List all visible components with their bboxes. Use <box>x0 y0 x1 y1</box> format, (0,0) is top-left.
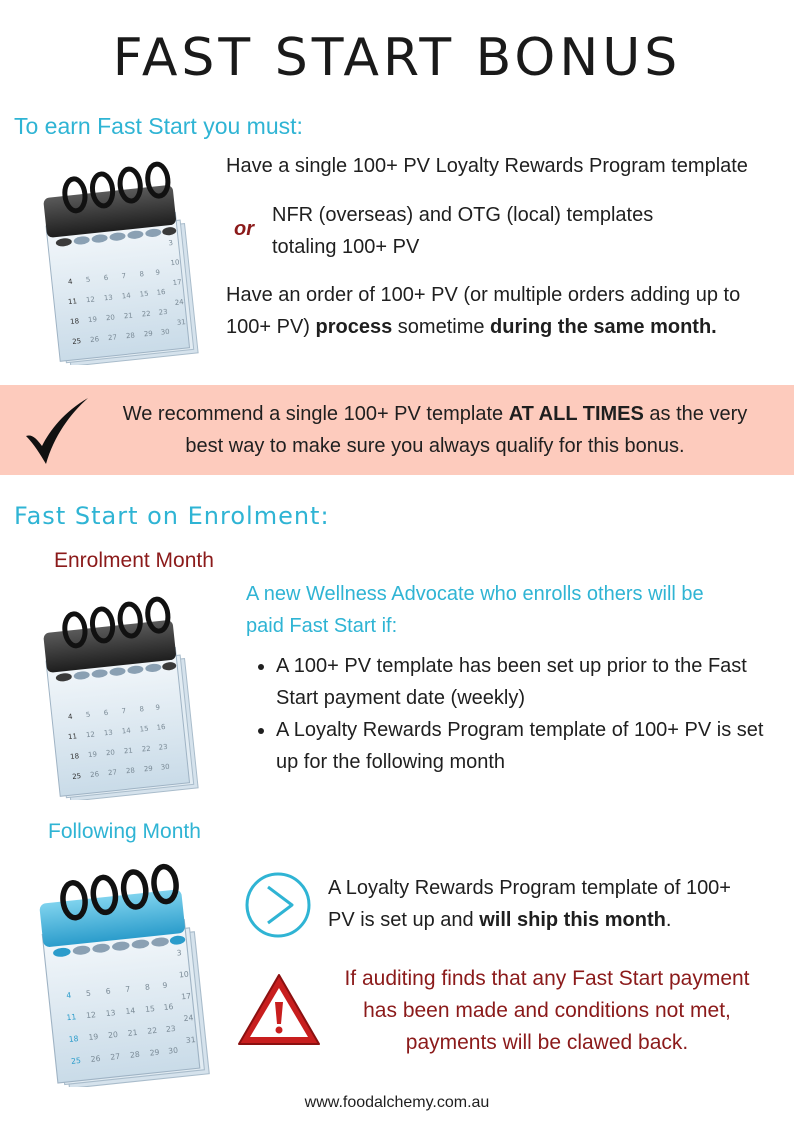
svg-text:22: 22 <box>141 309 152 319</box>
svg-text:9: 9 <box>155 268 161 277</box>
svg-text:20: 20 <box>105 313 116 323</box>
svg-text:30: 30 <box>167 1045 179 1056</box>
svg-text:17: 17 <box>172 278 182 288</box>
svg-text:29: 29 <box>143 329 154 339</box>
svg-text:31: 31 <box>185 1035 197 1045</box>
svg-text:24: 24 <box>174 298 185 308</box>
svg-text:3: 3 <box>168 238 174 248</box>
svg-text:14: 14 <box>121 726 132 736</box>
svg-text:10: 10 <box>170 258 180 268</box>
svg-text:18: 18 <box>69 317 80 327</box>
svg-text:25: 25 <box>71 772 82 781</box>
svg-text:26: 26 <box>89 770 100 780</box>
svg-text:3: 3 <box>176 948 183 958</box>
svg-text:13: 13 <box>105 1008 116 1019</box>
svg-text:12: 12 <box>85 730 96 740</box>
svg-text:8: 8 <box>144 982 151 992</box>
svg-text:9: 9 <box>155 703 161 712</box>
svg-text:29: 29 <box>143 764 154 774</box>
svg-text:26: 26 <box>89 335 100 345</box>
list-item: • A 100+ PV template has been set up prior to the Fast Start payment date (weekly) <box>276 650 766 714</box>
clawback-warning: If auditing finds that any Fast Start payment has been made and conditions not met, payments will be clawed back. <box>344 967 750 1054</box>
svg-text:15: 15 <box>139 289 149 299</box>
svg-text:20: 20 <box>105 748 116 758</box>
svg-text:8: 8 <box>139 705 145 714</box>
condition-nfr-otg: NFR (overseas) and OTG (local) templates totaling 100+ PV <box>272 204 654 258</box>
svg-text:27: 27 <box>109 1051 121 1062</box>
svg-text:11: 11 <box>66 1012 77 1023</box>
svg-text:30: 30 <box>160 327 171 337</box>
condition-order-month: during the same month. <box>490 316 717 338</box>
following-month-label: Following Month <box>48 820 201 843</box>
svg-text:21: 21 <box>123 311 134 321</box>
svg-text:10: 10 <box>178 969 190 980</box>
earn-heading: To earn Fast Start you must: <box>14 113 303 139</box>
svg-text:22: 22 <box>146 1025 158 1036</box>
condition-order-text: Have an order of 100+ PV (or multiple orders adding up to 100+ PV) <box>226 284 741 338</box>
enrolment-heading: Fast Start on Enrolment: <box>14 502 330 530</box>
svg-text:11: 11 <box>67 732 78 742</box>
svg-text:18: 18 <box>68 1034 79 1045</box>
recommend-text-pre: We recommend a single 100+ PV template <box>122 403 509 425</box>
svg-text:13: 13 <box>103 728 114 738</box>
svg-text:4: 4 <box>65 990 72 1001</box>
svg-text:15: 15 <box>144 1003 156 1014</box>
svg-text:23: 23 <box>158 742 168 752</box>
condition-single-template: Have a single 100+ PV Loyalty Rewards Program template <box>226 155 748 177</box>
recommend-text <box>110 398 760 462</box>
checkmark-icon <box>22 394 92 468</box>
svg-text:4: 4 <box>67 712 73 722</box>
calendar-icon-blue <box>34 862 224 1087</box>
svg-text:29: 29 <box>149 1047 160 1058</box>
enrolment-bullet-list <box>246 650 766 778</box>
svg-text:9: 9 <box>161 980 168 991</box>
enrolment-intro: A new Wellness Advocate who enrolls others will be paid Fast Start if: <box>246 583 704 637</box>
footer-url: www.foodalchemy.com.au <box>304 1094 490 1111</box>
svg-text:21: 21 <box>127 1027 138 1038</box>
svg-text:20: 20 <box>107 1029 119 1040</box>
calendar-icon <box>40 160 210 365</box>
following-text-post: . <box>665 909 672 931</box>
svg-text:6: 6 <box>105 986 112 997</box>
svg-text:5: 5 <box>85 988 92 999</box>
svg-text:30: 30 <box>160 762 171 772</box>
svg-text:16: 16 <box>156 287 166 297</box>
svg-text:7: 7 <box>121 706 127 716</box>
svg-text:23: 23 <box>165 1023 177 1034</box>
recommend-text-bold: AT ALL TIMES <box>508 403 644 425</box>
svg-text:19: 19 <box>87 750 98 760</box>
svg-text:7: 7 <box>121 271 127 281</box>
or-label: or <box>234 218 254 240</box>
svg-text:14: 14 <box>121 291 132 301</box>
svg-text:7: 7 <box>124 984 131 994</box>
following-text <box>328 872 748 936</box>
svg-text:28: 28 <box>125 331 136 341</box>
svg-text:11: 11 <box>67 297 78 307</box>
svg-text:15: 15 <box>139 724 149 734</box>
svg-text:25: 25 <box>70 1055 82 1066</box>
svg-text:18: 18 <box>69 752 80 762</box>
svg-text:12: 12 <box>85 295 96 305</box>
svg-text:25: 25 <box>71 337 82 346</box>
condition-order <box>226 279 776 343</box>
warning-triangle-icon <box>236 972 322 1048</box>
condition-order-process: process <box>315 316 393 338</box>
svg-text:27: 27 <box>107 333 118 343</box>
svg-text:21: 21 <box>123 746 134 756</box>
svg-text:26: 26 <box>90 1053 101 1064</box>
page-title: FAST START BONUS <box>112 28 682 88</box>
svg-text:5: 5 <box>85 275 91 285</box>
condition-order-mid: sometime <box>392 316 491 338</box>
svg-text:14: 14 <box>124 1006 136 1017</box>
svg-text:19: 19 <box>87 315 98 325</box>
svg-text:12: 12 <box>85 1010 97 1021</box>
svg-text:23: 23 <box>158 307 168 317</box>
svg-text:6: 6 <box>103 708 109 718</box>
svg-text:6: 6 <box>103 273 109 283</box>
list-item: • A Loyalty Rewards Program template of 100+ PV is set up for the following month <box>276 714 766 778</box>
svg-text:4: 4 <box>67 277 73 287</box>
svg-text:28: 28 <box>129 1049 141 1060</box>
svg-text:28: 28 <box>125 766 136 776</box>
svg-text:22: 22 <box>141 744 152 754</box>
svg-text:16: 16 <box>156 722 166 732</box>
enrolment-month-label: Enrolment Month <box>54 549 214 572</box>
svg-text:5: 5 <box>85 710 91 720</box>
svg-text:24: 24 <box>183 1013 194 1024</box>
svg-text:27: 27 <box>107 768 118 778</box>
chevron-right-circle-icon <box>244 871 312 939</box>
svg-text:19: 19 <box>87 1032 99 1042</box>
following-text-bold: will ship this month <box>479 909 666 931</box>
svg-text:13: 13 <box>103 293 114 303</box>
svg-text:31: 31 <box>176 318 187 327</box>
svg-text:8: 8 <box>139 270 145 279</box>
recommend-text-post: as the very best way to make sure you always qualify for this bonus. <box>185 403 748 457</box>
svg-text:17: 17 <box>180 991 192 1002</box>
following-text-pre: A Loyalty Rewards Program template of 100+ PV is set up and <box>328 877 731 931</box>
svg-text:16: 16 <box>163 1002 174 1013</box>
calendar-icon <box>40 595 210 800</box>
